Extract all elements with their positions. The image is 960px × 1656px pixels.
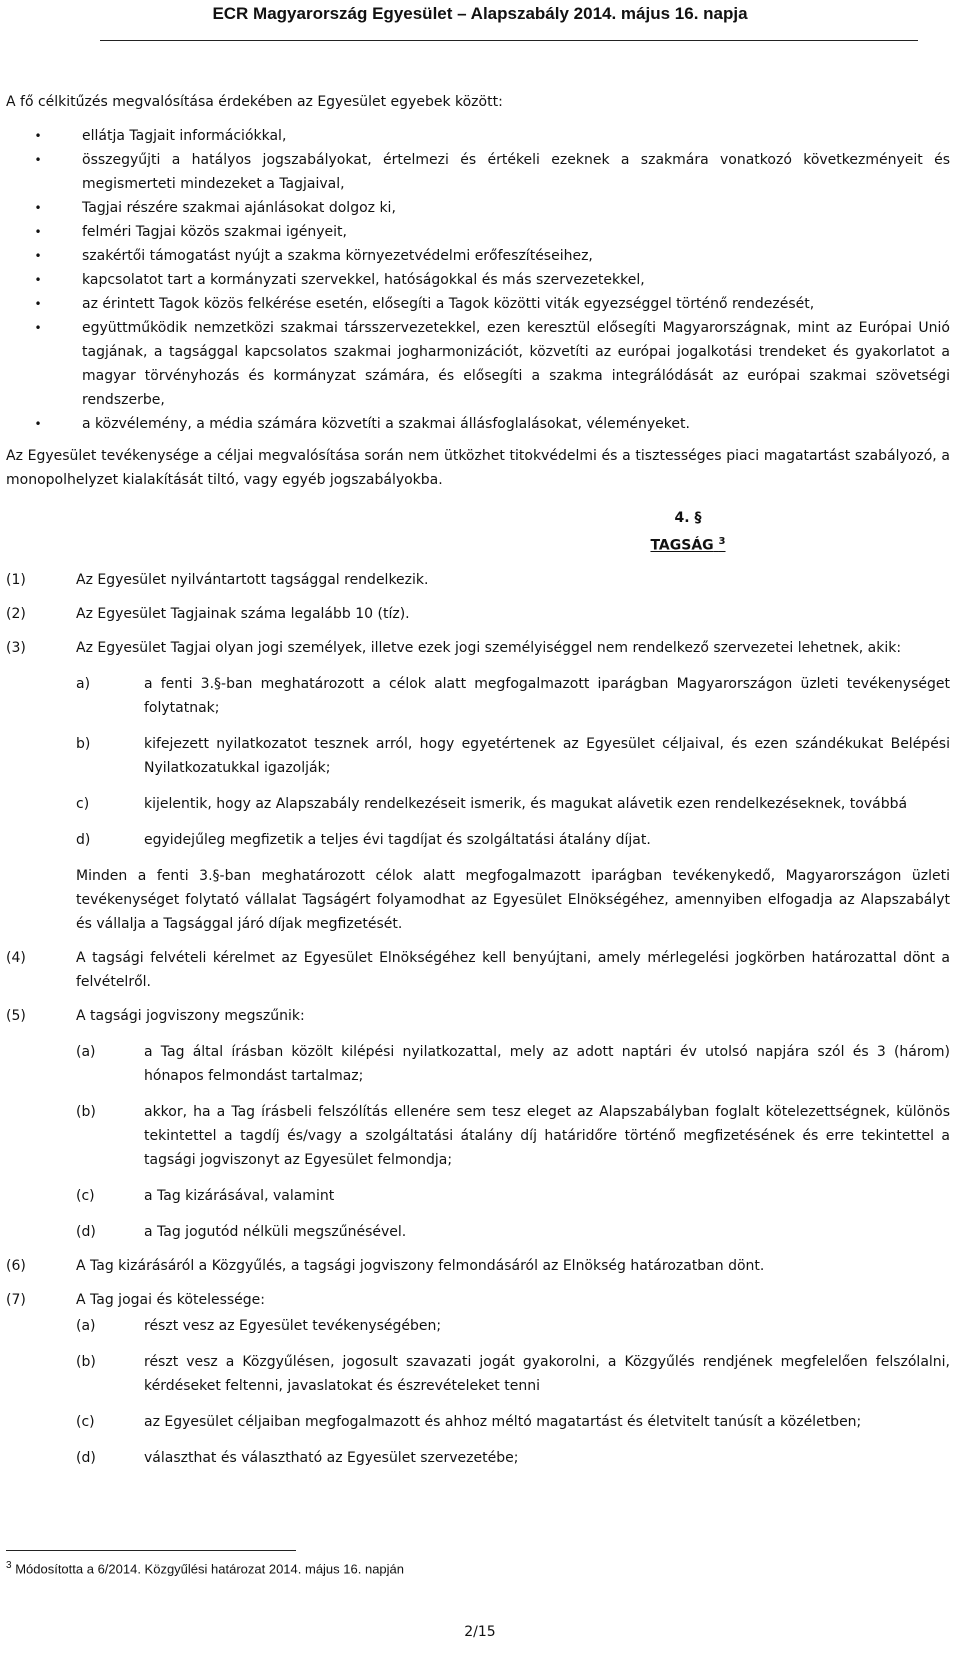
list-item: • szakértői támogatást nyújt a szakma környezetvédelmi erőfeszítéseihez, bbox=[6, 244, 950, 268]
list-item: • az érintett Tagok közös felkérése esetén, elősegíti a Tagok közötti viták egyezséggel történő rendezését, bbox=[6, 292, 950, 316]
footnote-ref: 3 bbox=[718, 536, 726, 547]
sub-item: c) kijelentik, hogy az Alapszabály rendelkezéseit ismerik, és magukat alávetik ezen rendelkezéseknek, továbbá bbox=[76, 795, 908, 812]
sub-item: (b) részt vesz a Közgyűlésen, jogosult szavazati jogát gyakorolni, a Közgyűlés rendjének megfelelően felszólalni, kérdéseket feltenni, javaslatokat és észrevételeket tenni bbox=[76, 1353, 950, 1394]
paragraph-1: (1) Az Egyesület nyilvántartott tagsággal rendelkezik. bbox=[6, 571, 429, 588]
sub-item: d) egyidejűleg megfizetik a teljes évi tagdíjat és szolgáltatási átalány díjat. bbox=[76, 831, 651, 848]
sub-item: (b) akkor, ha a Tag írásbeli felszólítás ellenére sem tesz eleget az Alapszabályban foglalt kötelezettségnek, különös tekintettel a tagdíj és/vagy a szolgáltatási átalány díj határidőre történő megfizetésének és erre tekintettel a tagsági jogviszonyt az Egyesület felmondja; bbox=[76, 1103, 950, 1168]
list-item: • összegyűjti a hatályos jogszabályokat, értelmezi és értékeli ezeknek a szakmára vonatkozó következményeit és megismerteti mindezeket a Tagjaival, bbox=[6, 148, 950, 196]
sub-item: (d) választhat és választható az Egyesület szervezetébe; bbox=[76, 1449, 519, 1466]
goals-list bbox=[6, 124, 950, 436]
sub-item: (a) részt vesz az Egyesület tevékenységében; bbox=[76, 1317, 442, 1334]
section-number: 4. § bbox=[674, 510, 702, 526]
list-item: • kapcsolatot tart a kormányzati szervekkel, hatóságokkal és más szervezetekkel, bbox=[6, 268, 950, 292]
list-item: • együttműködik nemzetközi szakmai társszervezetekkel, ezen keresztül elősegíti Magyarországnak, mint az Európai Unió tagjának, a tagsággal kapcsolatos szakmai jogharmonizációt, közvetíti az európai jogalkotási trendeket és gyakorlatot a magyar törvényhozás és kormányzat számára, és elősegíti a szakma integrálódását az európai szakmai szövetségi rendszerbe, bbox=[6, 316, 950, 412]
page-number: 2/15 bbox=[464, 1624, 496, 1640]
paragraph-6: (6) A Tag kizárásáról a Közgyűlés, a tagsági jogviszony felmondásáról az Elnökség határozatban dönt. bbox=[6, 1257, 765, 1274]
bullet-icon: • bbox=[34, 297, 42, 311]
sub-item: a) a fenti 3.§-ban meghatározott a célok alatt megfogalmazott iparágban Magyarországon üzleti tevékenységet folytatnak; bbox=[76, 675, 950, 716]
paragraph-5: (5) A tagsági jogviszony megszűnik: bbox=[6, 1007, 305, 1024]
bullet-icon: • bbox=[34, 201, 42, 215]
document-body bbox=[6, 90, 950, 1470]
footnote-rule bbox=[6, 1550, 296, 1551]
bullet-icon: • bbox=[34, 225, 42, 239]
footnote: $^3$ Módosította a 6/2014. Közgyűlési határozat 2014. május 16. napján bbox=[6, 1560, 405, 1577]
paragraph-4: (4) A tagsági felvételi kérelmet az Egyesület Elnökségéhez kell benyújtani, amely mérlegelési jogkörben határozattal dönt a felvételről. bbox=[6, 949, 950, 990]
sub-item: (a) a Tag által írásban közölt kilépési nyilatkozattal, mely az adott naptári év utolsó napjára szól és 3 (három) hónapos felmondást tartalmaz; bbox=[76, 1043, 950, 1084]
section-heading bbox=[6, 506, 950, 558]
section-title: TAGSÁG $^3$ bbox=[650, 536, 726, 554]
bullet-icon: • bbox=[34, 153, 42, 167]
bullet-icon: • bbox=[34, 273, 42, 287]
list-item: • ellátja Tagjait információkkal, bbox=[6, 124, 950, 148]
bullet-icon: • bbox=[34, 417, 42, 431]
sub-item: (d) a Tag jogutód nélküli megszűnésével. bbox=[76, 1223, 407, 1240]
bullet-icon: • bbox=[34, 321, 42, 335]
activity-note: Az Egyesület tevékenysége a céljai megvalósítása során nem ütközhet titokvédelmi és a tisztességes piaci magatartást szabályozó, a monopolhelyzet kialakítását tiltó, vagy egyéb jogszabályokba. bbox=[6, 448, 950, 488]
sub-item: (c) a Tag kizárásával, valamint bbox=[76, 1187, 335, 1204]
paragraph-3: (3) Az Egyesület Tagjai olyan jogi személyek, illetve ezek jogi személyiséggel nem rendelkező szervezetei lehetnek, akik: bbox=[6, 639, 902, 656]
paragraph-3-continuation: Minden a fenti 3.§-ban meghatározott célok alatt megfogalmazott iparágban tevékenykedő, Magyarországon üzleti tevékenységet folytató vállalat Tagságért folyamodhat az Egyesület Elnökségéhez, amennyiben elfogadja az Alapszabályt és vállalja a Tagsággal járó díjak megfizetését. bbox=[76, 867, 950, 932]
page-header: ECR Magyarország Egyesület – Alapszabály 2014. május 16. napja bbox=[212, 4, 748, 23]
intro-text: A fő célkitűzés megvalósítása érdekében az Egyesület egyebek között: bbox=[6, 94, 503, 110]
header-rule bbox=[100, 40, 918, 41]
paragraph-7: (7) A Tag jogai és kötelessége: bbox=[6, 1291, 265, 1308]
paragraph-2: (2) Az Egyesület Tagjainak száma legalább 10 (tíz). bbox=[6, 605, 410, 622]
list-item: • a közvélemény, a média számára közvetíti a szakmai állásfoglalásokat, véleményeket. bbox=[6, 412, 950, 436]
list-item: • Tagjai részére szakmai ajánlásokat dolgoz ki, bbox=[6, 196, 950, 220]
footnote-number: 3 bbox=[6, 1560, 12, 1571]
bullet-icon: • bbox=[34, 129, 42, 143]
list-item: • felméri Tagjai közös szakmai igényeit, bbox=[6, 220, 950, 244]
sub-item: b) kifejezett nyilatkozatot tesznek arról, hogy egyetértenek az Egyesület céljaival, és ezen szándékukat Belépési Nyilatkozatukkal igazolják; bbox=[76, 735, 950, 776]
sub-item: (c) az Egyesület céljaiban megfogalmazott és ahhoz méltó magatartást és életvitelt tanúsít a közéletben; bbox=[76, 1413, 862, 1430]
bullet-icon: • bbox=[34, 249, 42, 263]
